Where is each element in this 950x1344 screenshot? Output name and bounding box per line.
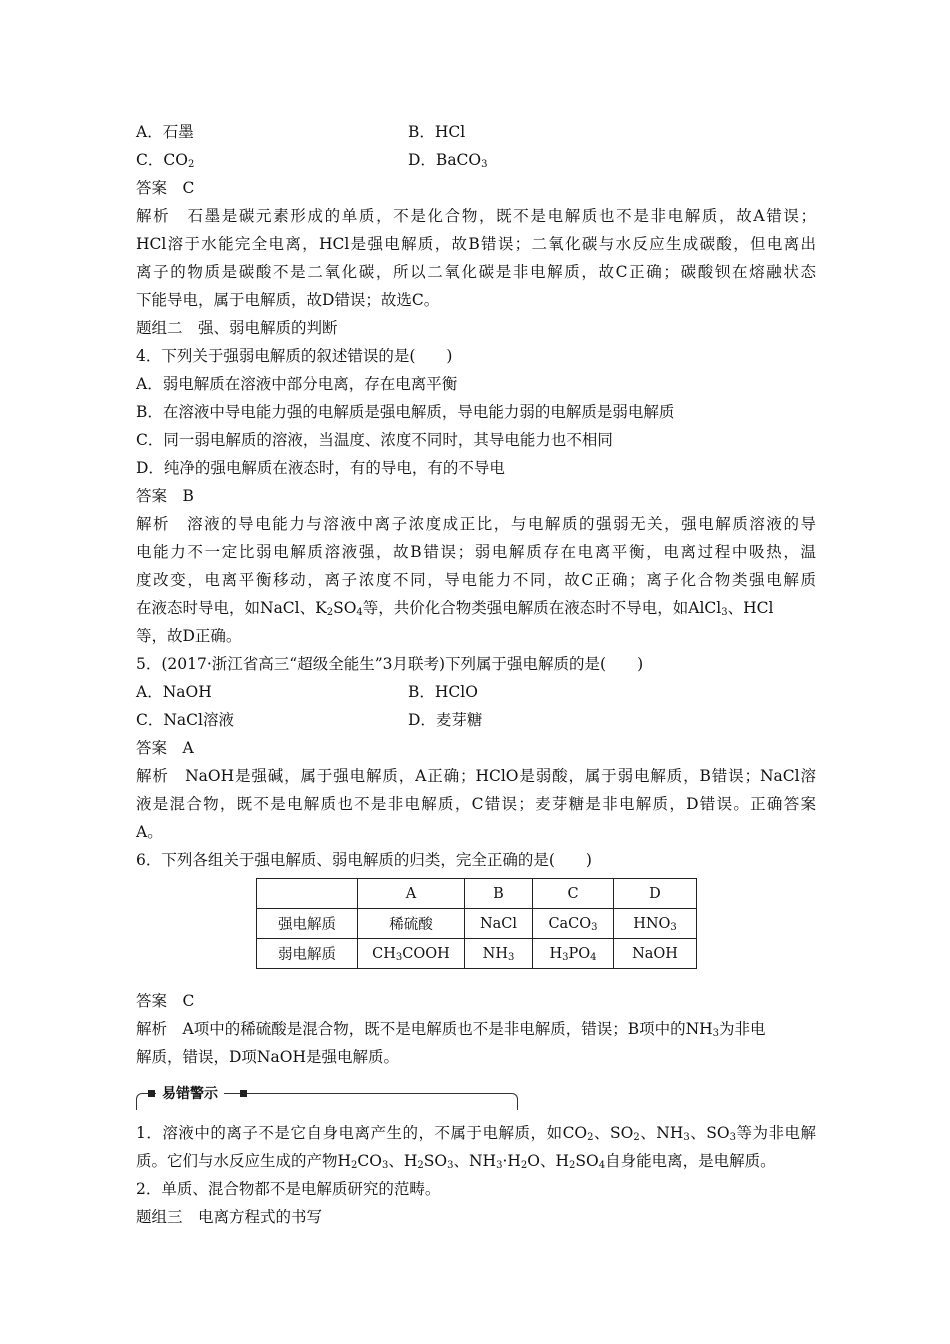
warning-line: 1．溶液中的离子不是它自身电离产生的，不属于电解质，如$CO_2$、$SO_2$、$NH_3$、$SO_3$等为非电解 [136, 1124, 816, 1143]
q3-analysis-line: 下能导电，属于电解质，故D错误；故选C。 [136, 291, 440, 309]
q3-option-a: A．石墨 [136, 123, 194, 141]
q5-analysis-line: 解析 NaOH是强碱，属于强电解质，A正确；HClO是弱酸，属于弱电解质，B错误；NaCl溶 [136, 767, 816, 785]
q3-option-d: D．BaCO$_3$ [408, 151, 488, 170]
q4-option-d: D．纯净的强电解质在液态时，有的导电，有的不导电 [136, 459, 505, 477]
table-cell: 稀硫酸 [358, 909, 465, 939]
table-cell: $NH_3$ [465, 939, 533, 969]
q4-stem: 4．下列关于强弱电解质的叙述错误的是( ) [136, 347, 453, 365]
group2-title: 题组二 强、弱电解质的判断 [136, 319, 338, 337]
q3-answer: 答案 C [136, 179, 195, 197]
warning-marker-icon [148, 1090, 155, 1097]
table-row [257, 909, 697, 939]
q5-analysis-line: 液是混合物，既不是电解质也不是非电解质，C错误；麦芽糖是非电解质，D错误。正确答案 [136, 795, 816, 813]
q5-stem: 5．(2017·浙江省高三“超级全能生”3月联考)下列属于强电解质的是( ) [136, 655, 644, 673]
q5-option-b: B．HClO [408, 683, 478, 701]
q5-option-c: C．NaCl溶液 [136, 711, 234, 729]
row-label: 强电解质 [257, 909, 358, 939]
table-header-cell: A [358, 879, 465, 909]
classification-table [256, 878, 697, 969]
q3-analysis-line: 解析 石墨是碳元素形成的单质，不是化合物，既不是电解质也不是非电解质，故A错误； [136, 207, 816, 225]
q4-answer: 答案 B [136, 487, 194, 505]
q5-options-row-2 [136, 706, 816, 734]
q5-answer: 答案 A [136, 739, 194, 757]
table-cell: $CH_3COOH$ [358, 939, 465, 969]
q4-analysis-line: 电能力不一定比弱电解质溶液强，故B错误；弱电解质存在电离平衡，电离过程中吸热，温 [136, 543, 816, 561]
table-cell: NaOH [614, 939, 697, 969]
q6-analysis-line: 解析 A项中的稀硫酸是混合物，既不是电解质也不是非电解质，错误；B项中的$NH_3$为非电 [136, 1020, 766, 1039]
q4-analysis-line: 解析 溶液的导电能力与溶液中离子浓度成正比，与电解质的强弱无关，强电解质溶液的导 [136, 515, 816, 533]
q3-analysis-line: HCl溶于水能完全电离，HCl是强电解质，故B错误；二氧化碳与水反应生成碳酸，但电离出 [136, 235, 816, 253]
q3-option-b: B．HCl [408, 123, 466, 141]
table-row [257, 939, 697, 969]
warning-title: 易错警示 [156, 1083, 224, 1103]
table-cell: $H_3PO_4$ [533, 939, 614, 969]
q3-option-c: C．$CO_2$ [136, 151, 195, 170]
q4-analysis-line: 在液态时导电，如NaCl、$K_2SO_4$等，共价化合物类强电解质在液态时不导电，如AlCl$_3$、HCl [136, 599, 774, 618]
table-header-cell: B [465, 879, 533, 909]
q3-options-row-1 [136, 118, 816, 146]
q4-analysis-line: 度改变，电离平衡移动，离子浓度不同，导电能力不同，故C正确；离子化合物类强电解质 [136, 571, 816, 589]
group3-title: 题组三 电离方程式的书写 [136, 1208, 323, 1226]
warning-header [136, 1081, 816, 1119]
q4-option-a: A．弱电解质在溶液中部分电离，存在电离平衡 [136, 375, 458, 393]
table-header-row [257, 879, 697, 909]
table-header-cell: C [533, 879, 614, 909]
table-header-cell: D [614, 879, 697, 909]
q5-options-row-1 [136, 678, 816, 706]
table-cell: $HNO_3$ [614, 909, 697, 939]
q6-answer: 答案 C [136, 992, 195, 1010]
warning-line: 2．单质、混合物都不是电解质研究的范畴。 [136, 1180, 441, 1198]
q3-options-row-2 [136, 146, 816, 174]
warning-marker-icon [240, 1090, 247, 1097]
table-cell: NaCl [465, 909, 533, 939]
q4-option-c: C．同一弱电解质的溶液，当温度、浓度不同时，其导电能力也不相同 [136, 431, 613, 449]
q6-stem: 6．下列各组关于强电解质、弱电解质的归类，完全正确的是( ) [136, 851, 592, 869]
q3-analysis-line: 离子的物质是碳酸不是二氧化碳，所以二氧化碳是非电解质，故C正确；碳酸钡在熔融状态 [136, 263, 816, 281]
q6-analysis-line: 解质，错误，D项NaOH是强电解质。 [136, 1048, 399, 1066]
warning-line: 质。它们与水反应生成的产物$H_2CO_3$、$H_2SO_3$、$NH_3\cdot H_2O$、$H_2SO_4$自身能电离，是电解质。 [136, 1152, 776, 1171]
q4-analysis-line: 等，故D正确。 [136, 627, 242, 645]
row-label: 弱电解质 [257, 939, 358, 969]
q5-analysis-line: A。 [136, 823, 163, 841]
q5-option-a: A．NaOH [136, 683, 212, 701]
q5-option-d: D．麦芽糖 [408, 711, 483, 729]
q4-option-b: B．在溶液中导电能力强的电解质是强电解质，导电能力弱的电解质是弱电解质 [136, 403, 675, 421]
table-cell: CaCO$_3$ [533, 909, 614, 939]
table-header-cell [257, 879, 358, 909]
document-page [136, 118, 816, 1231]
